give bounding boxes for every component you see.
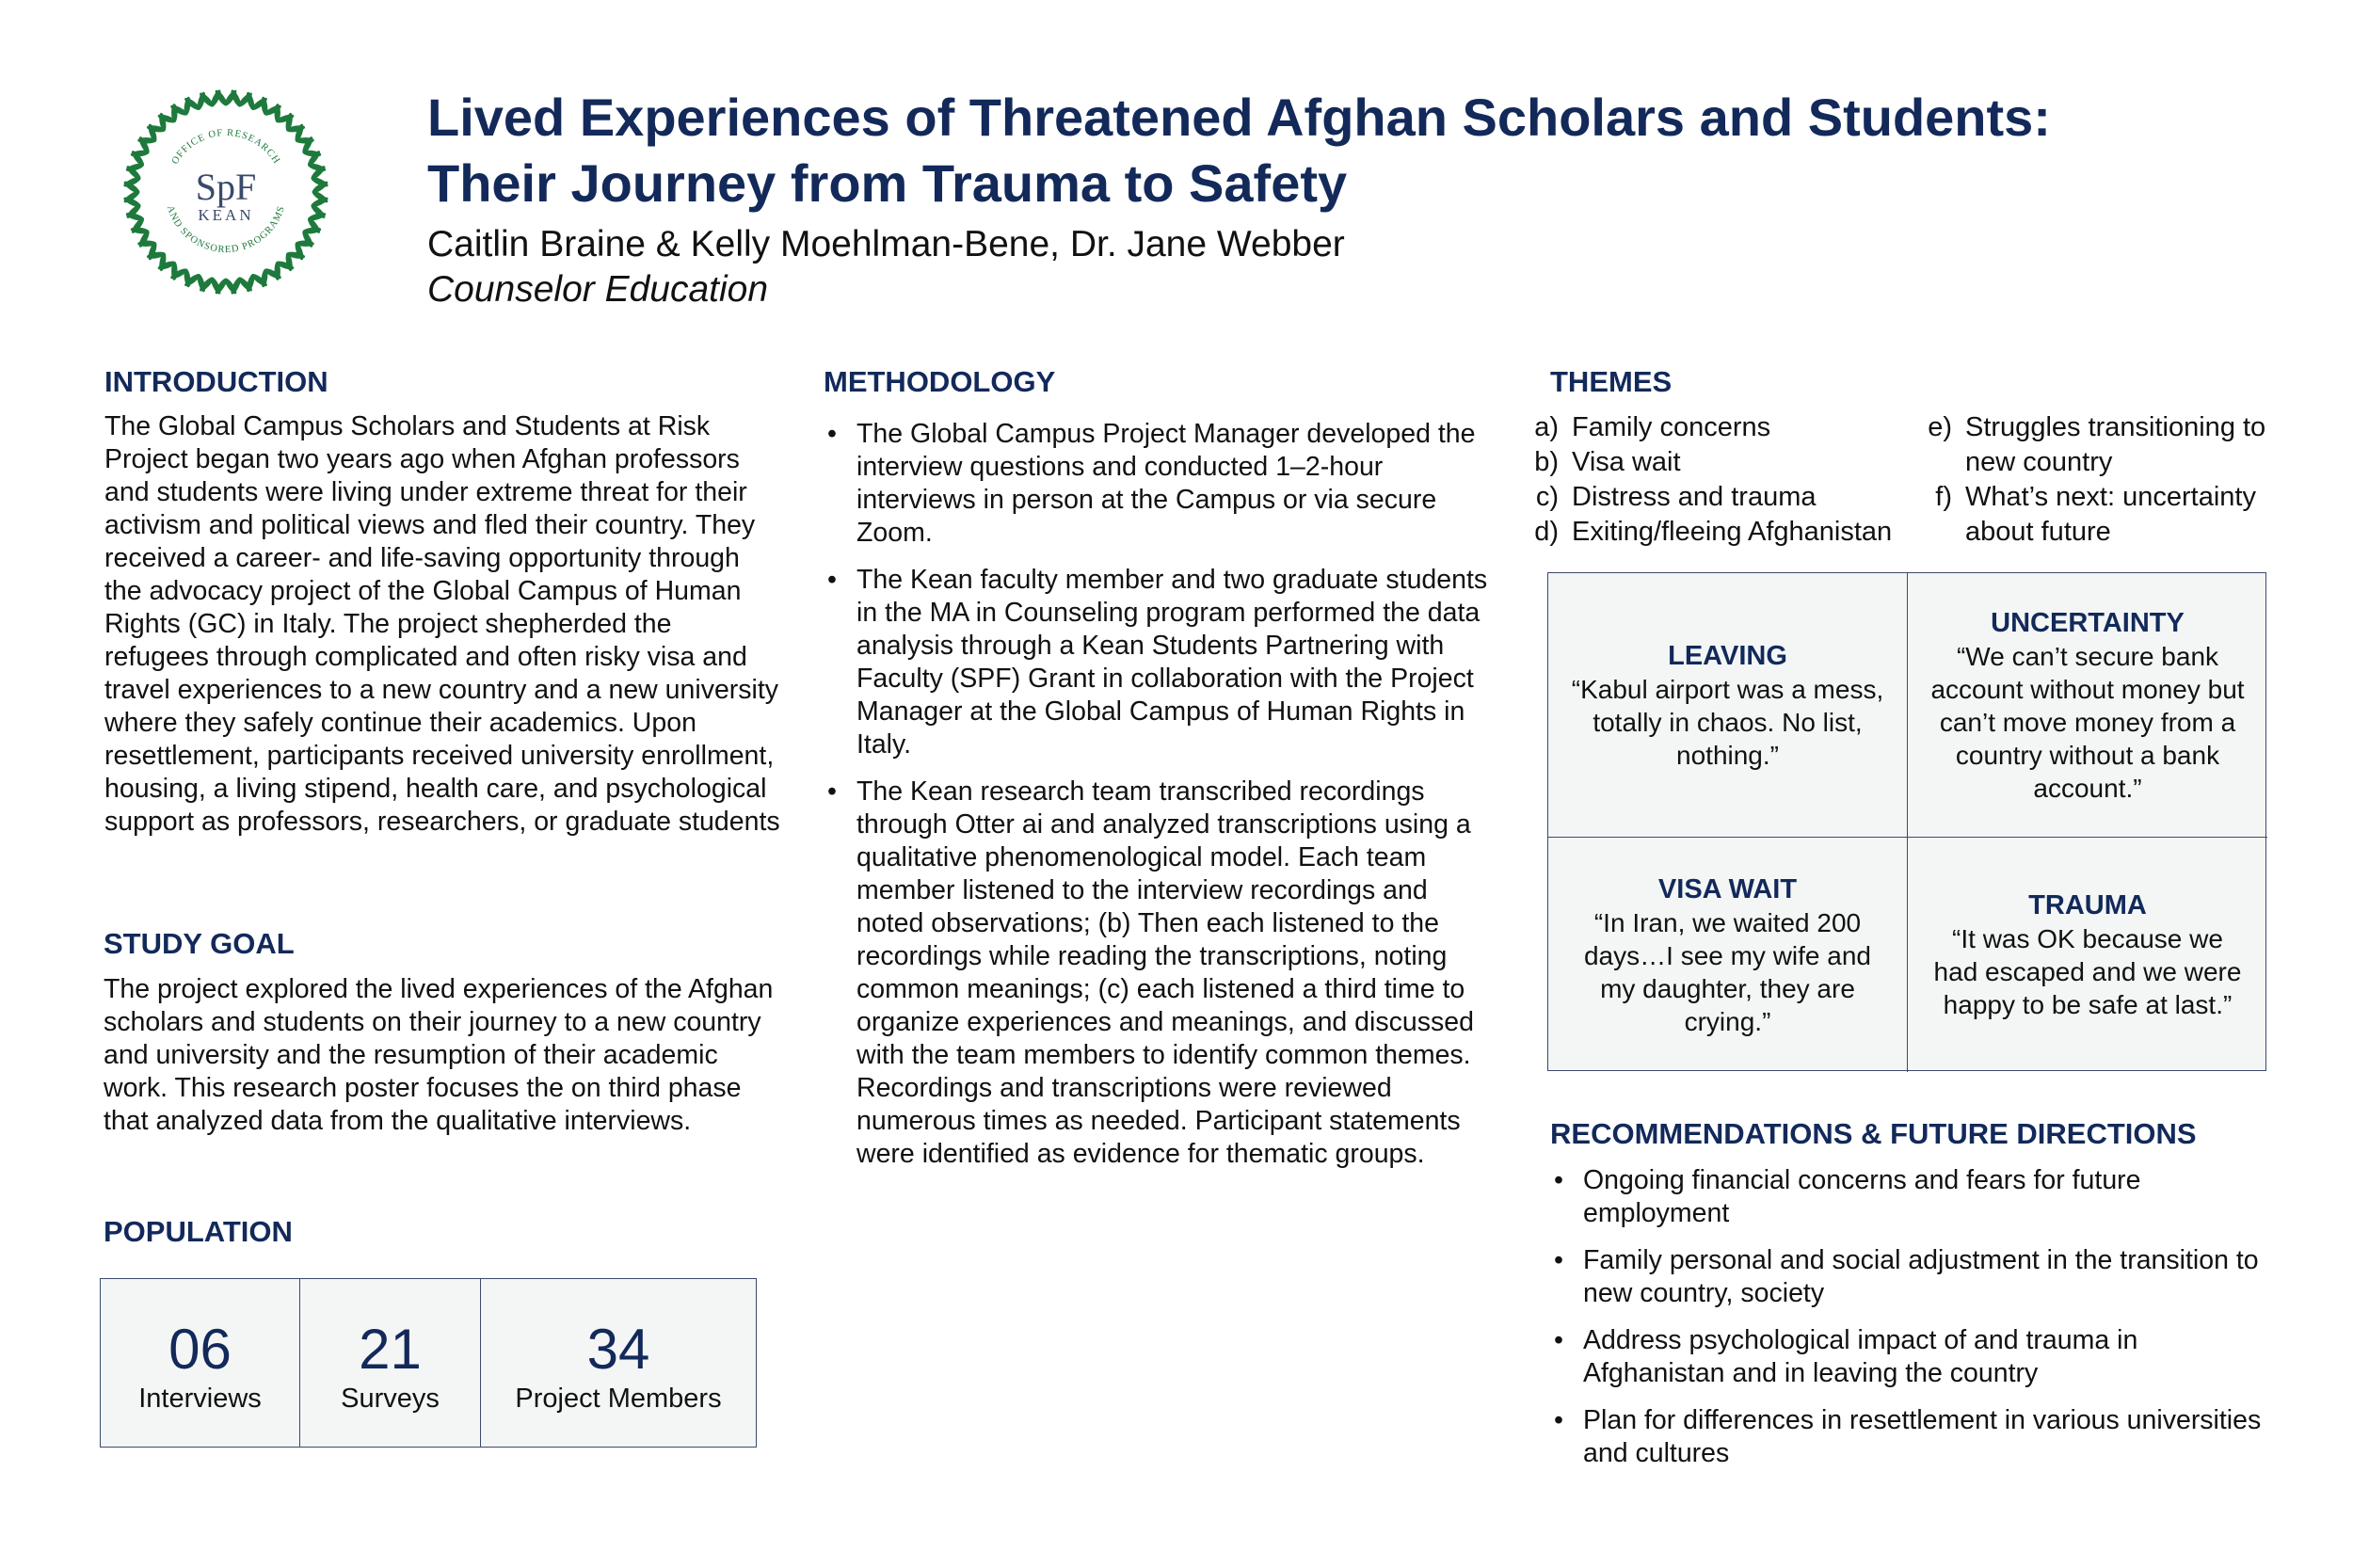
bullet-icon: • xyxy=(827,419,837,449)
population-heading: POPULATION xyxy=(104,1215,293,1248)
population-stat xyxy=(101,1279,300,1447)
theme-text: Exiting/fleeing Afghanistan xyxy=(1572,517,1893,547)
title-line-2: Their Journey from Trauma to Safety xyxy=(427,153,1348,213)
quote-text: “Kabul airport was a mess, totally in chaos. No list, nothing.” xyxy=(1571,674,1884,770)
list-item xyxy=(824,564,1501,761)
themes-list-right xyxy=(1916,410,2321,550)
stat-value: 34 xyxy=(586,1318,650,1381)
list-item-text: Plan for differences in resettlement in various universities and cultures xyxy=(1583,1405,2262,1468)
study-goal-text: The project explored the lived experiences of the Afghan scholars and students on their journey to a new country and university and the resumption of their academic work. This research poster focuses the on third phase that analyzed data from the qualitative interviews. xyxy=(104,974,774,1136)
theme-text: Visa wait xyxy=(1572,447,1681,477)
methodology-heading: METHODOLOGY xyxy=(824,365,1056,398)
theme-item xyxy=(1523,480,1928,515)
theme-item xyxy=(1523,515,1928,550)
quote-card-leaving xyxy=(1548,573,1908,838)
logo-monogram: SpF xyxy=(195,166,257,208)
theme-item xyxy=(1916,480,2321,550)
logo-bottom-text: AND SPONSORED PROGRAMS xyxy=(164,204,288,256)
bullet-icon: • xyxy=(1554,1165,1563,1195)
stat-label: Project Members xyxy=(515,1384,722,1414)
spf-kean-logo xyxy=(117,83,335,301)
population-stat xyxy=(300,1279,481,1447)
quote-text: “It was OK because we had escaped and we were happy to be safe at last.” xyxy=(1933,924,2242,1019)
stat-label: Interviews xyxy=(138,1384,262,1414)
theme-text: What’s next: uncertainty about future xyxy=(1965,482,2256,547)
themes-heading: THEMES xyxy=(1550,365,1673,398)
introduction-text: The Global Campus Scholars and Students at Risk Project began two years ago when Afghan professors and students were living under extreme threat for their activism and political views and fled their country. They received a career- and life-saving opportunity through the advocacy project of the Global Campus of Human Rights (GC) in Italy. The project shepherded the refugees through complicated and often risky visa and travel experiences to a new country and a new university where they safely continue their academics. Upon resettlement, participants received university enrollment, housing, a living stipend, health care, and psychological support as professors, researchers, or graduate students xyxy=(104,411,780,837)
poster-title xyxy=(427,85,2263,216)
list-item-text: Family personal and social adjustment in the transition to new country, society xyxy=(1583,1245,2259,1308)
theme-letter: f) xyxy=(1935,482,1952,512)
recommendations-list xyxy=(1550,1164,2265,1484)
stat-value: 21 xyxy=(359,1318,422,1381)
quote-title: LEAVING xyxy=(1668,640,1787,671)
list-item-text: The Kean faculty member and two graduate students in the MA in Counseling program performed the data analysis through a Kean Students Partnering with Faculty (SPF) Grant in collaboration with the Project Manager at the Global Campus of Human Rights in Italy. xyxy=(856,565,1488,760)
theme-letter: a) xyxy=(1534,412,1559,442)
quote-card-uncertainty xyxy=(1908,573,2267,838)
quote-title: VISA WAIT xyxy=(1657,873,1798,904)
themes-list-left xyxy=(1523,410,1928,550)
quote-grid xyxy=(1547,572,2266,1071)
introduction-heading: INTRODUCTION xyxy=(104,365,328,398)
list-item xyxy=(1550,1164,2265,1230)
theme-letter: d) xyxy=(1534,517,1559,547)
theme-text: Struggles transitioning to new country xyxy=(1965,412,2266,477)
list-item xyxy=(1550,1324,2265,1390)
stat-label: Surveys xyxy=(341,1384,440,1414)
quote-card-trauma xyxy=(1908,838,2267,1072)
theme-letter: e) xyxy=(1928,412,1952,442)
logo-top-text: OFFICE OF RESEARCH xyxy=(169,127,282,167)
methodology-list xyxy=(824,418,1501,1185)
theme-item xyxy=(1523,445,1928,480)
quote-text: “We can’t secure bank account without money but can’t move money from a country without a bank account.” xyxy=(1930,641,2245,803)
list-item-text: The Kean research team transcribed recordings through Otter ai and analyzed transcriptions using a qualitative phenomenological model. Each team member listened to the interview recordings and noted observations; (b) Then each listened to the recordings while reading the transcriptions, noting common meanings; (c) each listened a third time to organize experiences and meanings, and discussed with the team members to identify common themes. Recordings and transcriptions were reviewed numerous times as needed. Participant statements were identified as evidence for thematic groups. xyxy=(856,776,1474,1169)
list-item-text: Ongoing financial concerns and fears for future employment xyxy=(1583,1165,2141,1228)
bullet-icon: • xyxy=(1554,1245,1563,1275)
recommendations-heading: RECOMMENDATIONS & FUTURE DIRECTIONS xyxy=(1550,1117,2197,1150)
theme-text: Family concerns xyxy=(1572,412,1771,442)
list-item xyxy=(824,418,1501,550)
theme-letter: c) xyxy=(1535,482,1559,512)
quote-card-visa-wait xyxy=(1548,838,1908,1072)
quote-text: “In Iran, we waited 200 days…I see my wife and my daughter, they are crying.” xyxy=(1583,907,1872,1036)
bullet-icon: • xyxy=(1554,1325,1563,1355)
list-item xyxy=(824,776,1501,1171)
logo-name: KEAN xyxy=(198,206,254,224)
population-stat xyxy=(481,1279,756,1447)
theme-item xyxy=(1916,410,2321,480)
list-item xyxy=(1550,1404,2265,1470)
quote-title: TRAUMA xyxy=(2028,890,2147,920)
theme-item xyxy=(1523,410,1928,445)
bullet-icon: • xyxy=(827,565,837,595)
population-stats-box xyxy=(100,1278,757,1448)
study-goal-heading: STUDY GOAL xyxy=(104,927,295,960)
title-line-1: Lived Experiences of Threatened Afghan Scholars and Students: xyxy=(427,88,2051,147)
stat-value: 06 xyxy=(168,1318,232,1381)
authors: Caitlin Braine & Kelly Moehlman-Bene, Dr. Jane Webber xyxy=(427,224,1345,264)
theme-letter: b) xyxy=(1534,447,1559,477)
bullet-icon: • xyxy=(827,776,837,807)
bullet-icon: • xyxy=(1554,1405,1563,1435)
department: Counselor Education xyxy=(427,269,769,310)
theme-text: Distress and trauma xyxy=(1572,482,1817,512)
list-item xyxy=(1550,1244,2265,1310)
list-item-text: Address psychological impact of and trauma in Afghanistan and in leaving the country xyxy=(1583,1325,2138,1388)
quote-title: UNCERTAINTY xyxy=(1991,607,2185,638)
list-item-text: The Global Campus Project Manager developed the interview questions and conducted 1–2-hour interviews in person at the Campus or via secure Zoom. xyxy=(856,419,1476,548)
